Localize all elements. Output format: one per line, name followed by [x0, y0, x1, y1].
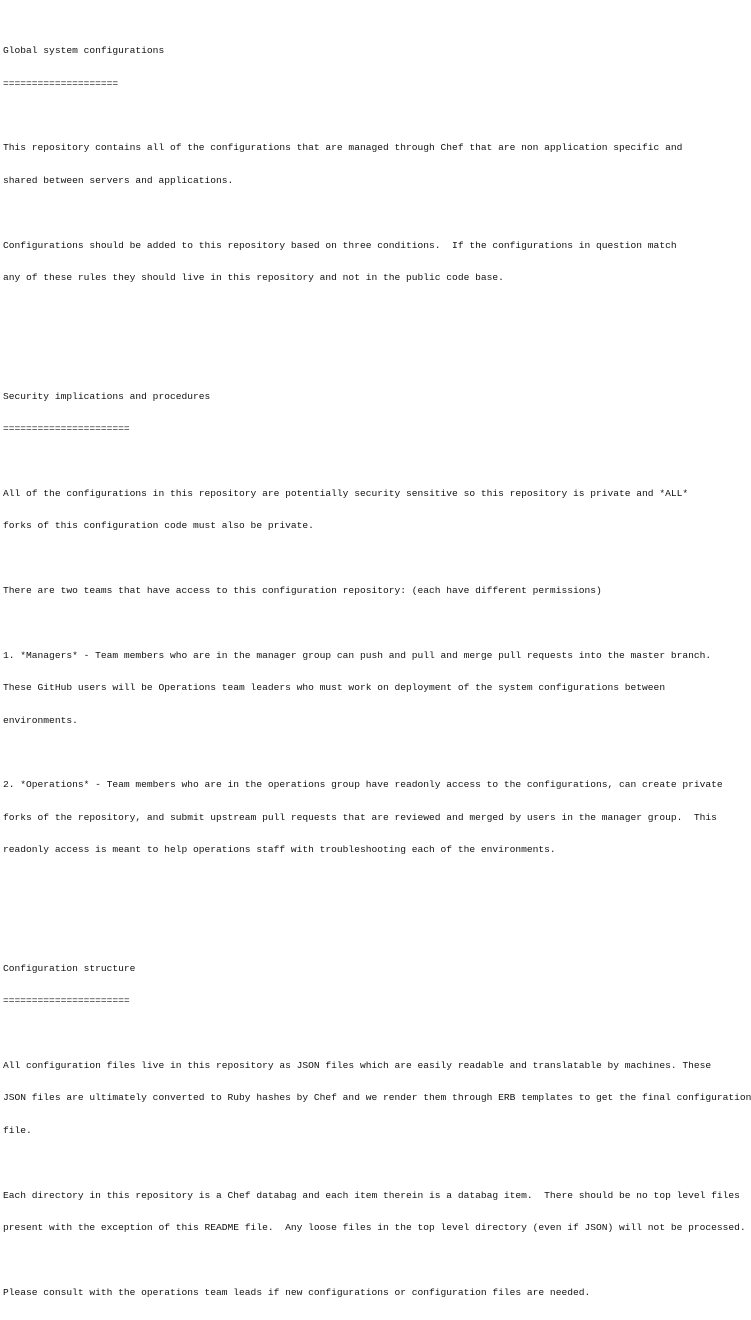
paragraph-line: file. — [3, 1124, 32, 1136]
paragraph-line: Please consult with the operations team leads if new configurations or configuration files are needed. — [3, 1286, 591, 1298]
paragraph-line: forks of this configuration code must also be private. — [3, 520, 314, 532]
blank-line — [3, 748, 737, 759]
list-item-operations-cont: readonly access is meant to help operations staff with troubleshooting each of the environments. — [3, 844, 556, 856]
paragraph-line: This repository contains all of the configurations that are managed through Chef that are non application specific and — [3, 142, 683, 154]
paragraph-line: All of the configurations in this repository are potentially security sensitive so this repository is private and *ALL* — [3, 487, 689, 499]
blank-line — [3, 456, 737, 467]
blank-line — [3, 1158, 737, 1169]
paragraph-line: any of these rules they should live in this repository and not in the public code base. — [3, 271, 504, 283]
blank-line — [3, 338, 737, 349]
section-underline-security: ====================== — [3, 423, 130, 435]
section-heading-security: Security implications and procedures — [3, 390, 211, 402]
paragraph-line: All configuration files live in this repository as JSON files which are easily readable and translatable by machines. These — [3, 1060, 712, 1072]
list-item-managers-cont: These GitHub users will be Operations team leaders who must work on deployment of the system configurations between — [3, 682, 666, 694]
blank-line — [3, 554, 737, 565]
blank-line — [3, 910, 737, 921]
blank-line — [3, 1255, 737, 1266]
paragraph-line: present with the exception of this README file. Any loose files in the top level directory (even if JSON) will not be processed. — [3, 1222, 746, 1234]
section-underline-structure: ====================== — [3, 995, 130, 1007]
blank-line — [3, 618, 737, 629]
blank-line — [3, 111, 737, 122]
list-item-managers-cont: environments. — [3, 714, 78, 726]
blank-line — [3, 1029, 737, 1040]
section-heading-global: Global system configurations — [3, 45, 165, 57]
paragraph-line: Configurations should be added to this repository based on three conditions. If the configurations in question match — [3, 239, 677, 251]
list-item-operations: 2. *Operations* - Team members who are in the operations group have readonly access to the configurations, can create private — [3, 779, 723, 791]
blank-line — [3, 208, 737, 219]
list-item-operations-cont: forks of the repository, and submit upstream pull requests that are reviewed and merged by users in the manager group. This — [3, 811, 717, 823]
paragraph-line: There are two teams that have access to this configuration repository: (each have different permissions) — [3, 585, 602, 597]
paragraph-line: Each directory in this repository is a Chef databag and each item therein is a databag item. There should be no top level files — [3, 1189, 740, 1201]
paragraph-line: shared between servers and applications. — [3, 174, 234, 186]
section-heading-structure: Configuration structure — [3, 962, 136, 974]
blank-line — [3, 305, 737, 316]
readme-document — [3, 3, 751, 1320]
list-item-managers: 1. *Managers* - Team members who are in the manager group can push and pull and merge pull requests into the master branch. — [3, 649, 712, 661]
paragraph-line: JSON files are ultimately converted to Ruby hashes by Chef and we render them through ERB templates to get the final configuration — [3, 1092, 751, 1104]
section-underline-global: ==================== — [3, 77, 119, 89]
blank-line — [3, 878, 737, 889]
